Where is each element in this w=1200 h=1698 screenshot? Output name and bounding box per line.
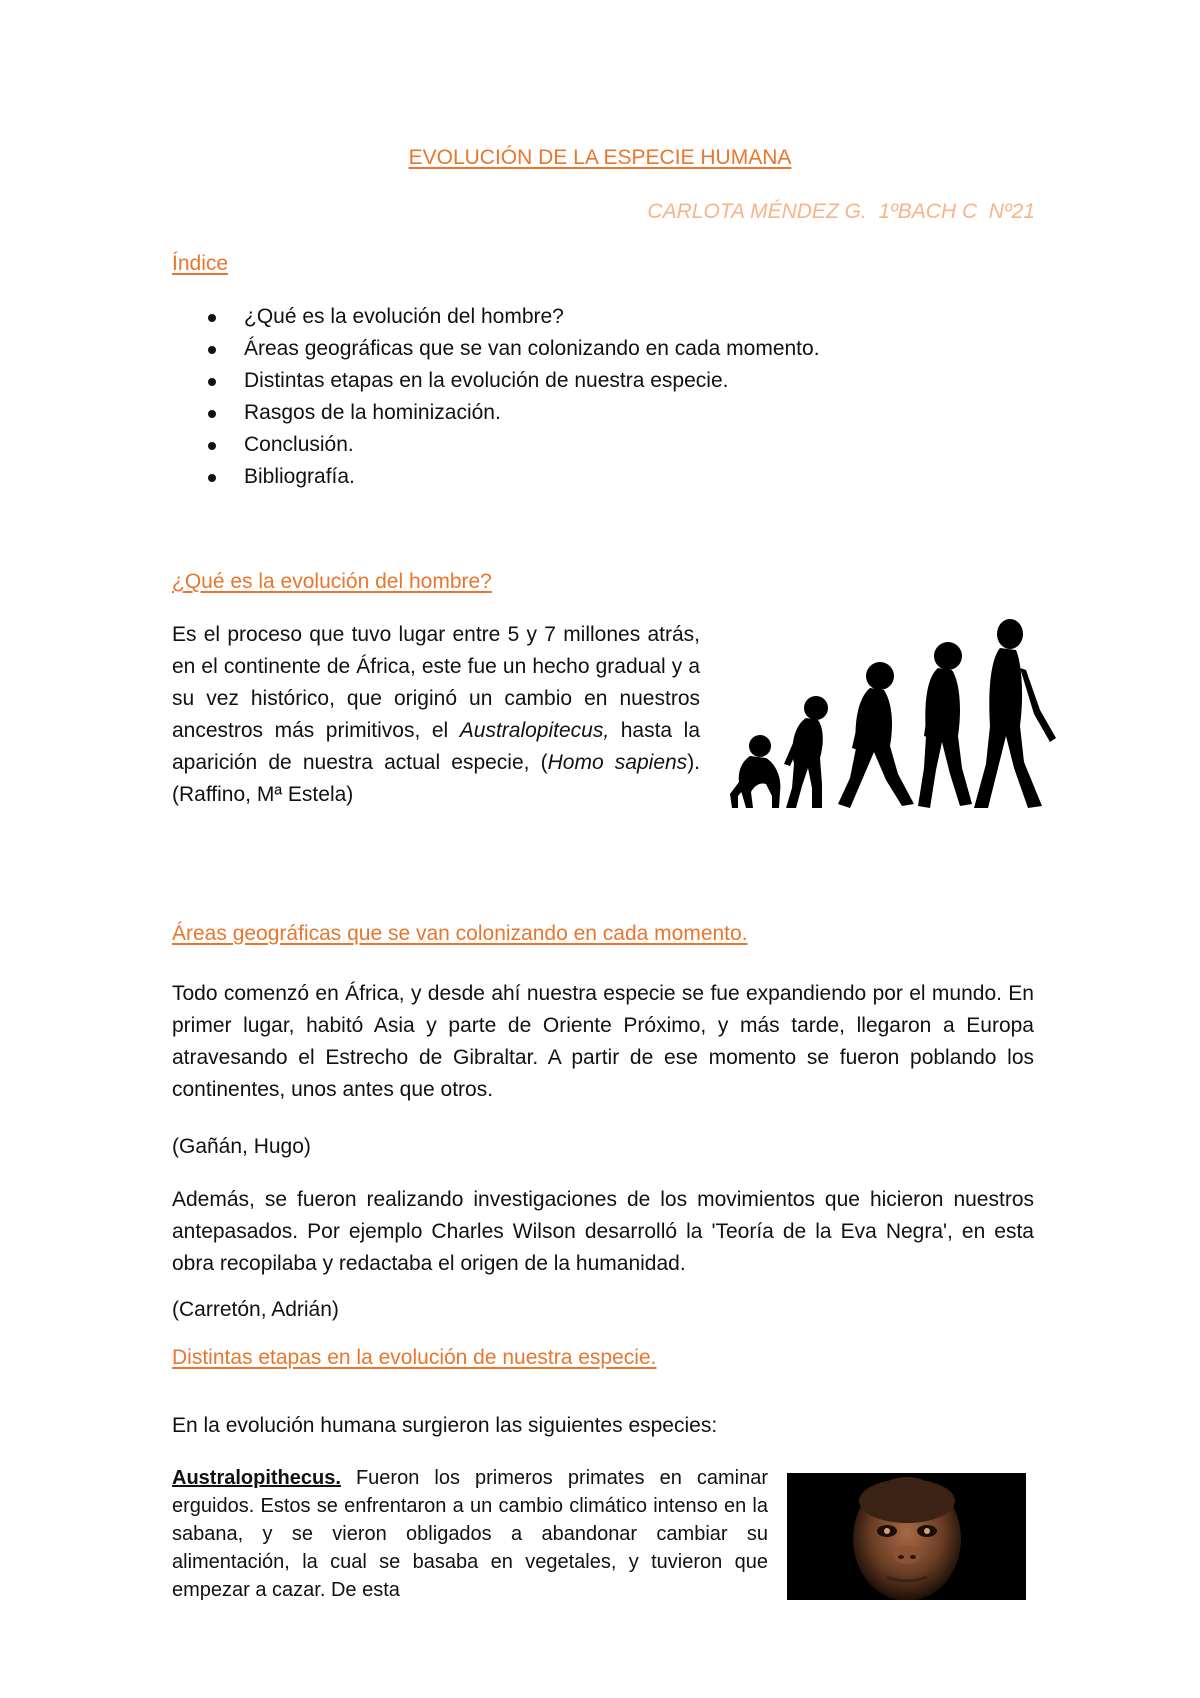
species-description: Fueron los primeros primates en caminar erguidos. Estos se enfrentaron a un cambio climático intenso en la sabana, y se vieron obligados a abandonar cambiar su alimentación, la cual se basaba en vegetales, y tuvieron que empezar a cazar. De esta bbox=[172, 1467, 768, 1601]
early-hominid-silhouette bbox=[784, 696, 828, 808]
australopithecus-face-image bbox=[787, 1473, 1026, 1600]
section-heading-geographic-areas: Áreas geográficas que se van colonizando en cada momento. bbox=[172, 922, 748, 945]
paragraph-text: hasta la aparición de nuestra actual especie, ( bbox=[172, 719, 700, 774]
bullet-icon bbox=[208, 410, 216, 418]
index-item bbox=[172, 301, 972, 333]
bullet-icon bbox=[208, 474, 216, 482]
index-item-label: Bibliografía. bbox=[244, 465, 355, 488]
bullet-icon bbox=[208, 314, 216, 322]
index-item bbox=[172, 461, 972, 493]
italic-term: Homo sapiens bbox=[547, 751, 688, 774]
index-item bbox=[172, 365, 972, 397]
ape-silhouette bbox=[730, 735, 780, 808]
paragraph-text: Es el proceso que tuvo lugar entre 5 y 7 millones atrás, en el continente de África, este fue un hecho gradual y a su vez histórico, que originó un cambio en nuestros ancestros más primitivos, el bbox=[172, 623, 700, 742]
index-item-label: Rasgos de la hominización. bbox=[244, 401, 501, 424]
author-line: CARLOTA MÉNDEZ G. 1ºBACH C Nº21 bbox=[647, 200, 1035, 223]
index-item bbox=[172, 333, 972, 365]
citation: (Carretón, Adrián) bbox=[172, 1298, 339, 1321]
index-list bbox=[172, 301, 972, 493]
index-item-label: Conclusión. bbox=[244, 433, 354, 456]
homo-erectus-silhouette bbox=[918, 642, 972, 808]
section-paragraph-geographic-areas-2: Además, se fueron realizando investigaciones de los movimientos que hicieron nuestros antepasados. Por ejemplo Charles Wilson desarrolló la 'Teoría de la Eva Negra', en esta obra recopilaba y redactaba el origen de la humanidad. bbox=[172, 1188, 1034, 1275]
paragraph-text: ). (Raffino, Mª Estela) bbox=[172, 751, 701, 806]
species-paragraph-australopithecus bbox=[172, 1464, 768, 1604]
index-item-label: Áreas geográficas que se van colonizando en cada momento. bbox=[244, 337, 820, 360]
section-intro-stages: En la evolución humana surgieron las siguientes especies: bbox=[172, 1414, 718, 1437]
hominid-silhouette bbox=[838, 662, 914, 808]
bullet-icon bbox=[208, 442, 216, 450]
section-paragraph-what-is-evolution bbox=[172, 619, 700, 811]
homo-sapiens-silhouette bbox=[974, 619, 1056, 808]
bullet-icon bbox=[208, 378, 216, 386]
index-item-label: Distintas etapas en la evolución de nuestra especie. bbox=[244, 369, 729, 392]
bullet-icon bbox=[208, 346, 216, 354]
evolution-silhouettes-image bbox=[720, 618, 1070, 818]
index-item-label: ¿Qué es la evolución del hombre? bbox=[244, 305, 564, 328]
species-name: Australopithecus. bbox=[172, 1467, 341, 1489]
document-title: EVOLUCIÓN DE LA ESPECIE HUMANA bbox=[408, 146, 792, 169]
index-item bbox=[172, 397, 972, 429]
section-heading-what-is-evolution: ¿Qué es la evolución del hombre? bbox=[172, 570, 492, 593]
citation: (Gañán, Hugo) bbox=[172, 1135, 311, 1158]
index-item bbox=[172, 429, 972, 461]
index-heading: Índice bbox=[172, 252, 229, 275]
italic-term: Australopitecus, bbox=[459, 719, 610, 742]
section-paragraph-geographic-areas-1: Todo comenzó en África, y desde ahí nuestra especie se fue expandiendo por el mundo. En primer lugar, habitó Asia y parte de Oriente Próximo, y más tarde, llegaron a Europa atravesando el Estrecho de Gibraltar. A partir de ese momento se fueron poblando los continentes, unos antes que otros. bbox=[172, 982, 1034, 1101]
section-heading-evolution-stages: Distintas etapas en la evolución de nuestra especie. bbox=[172, 1346, 657, 1369]
